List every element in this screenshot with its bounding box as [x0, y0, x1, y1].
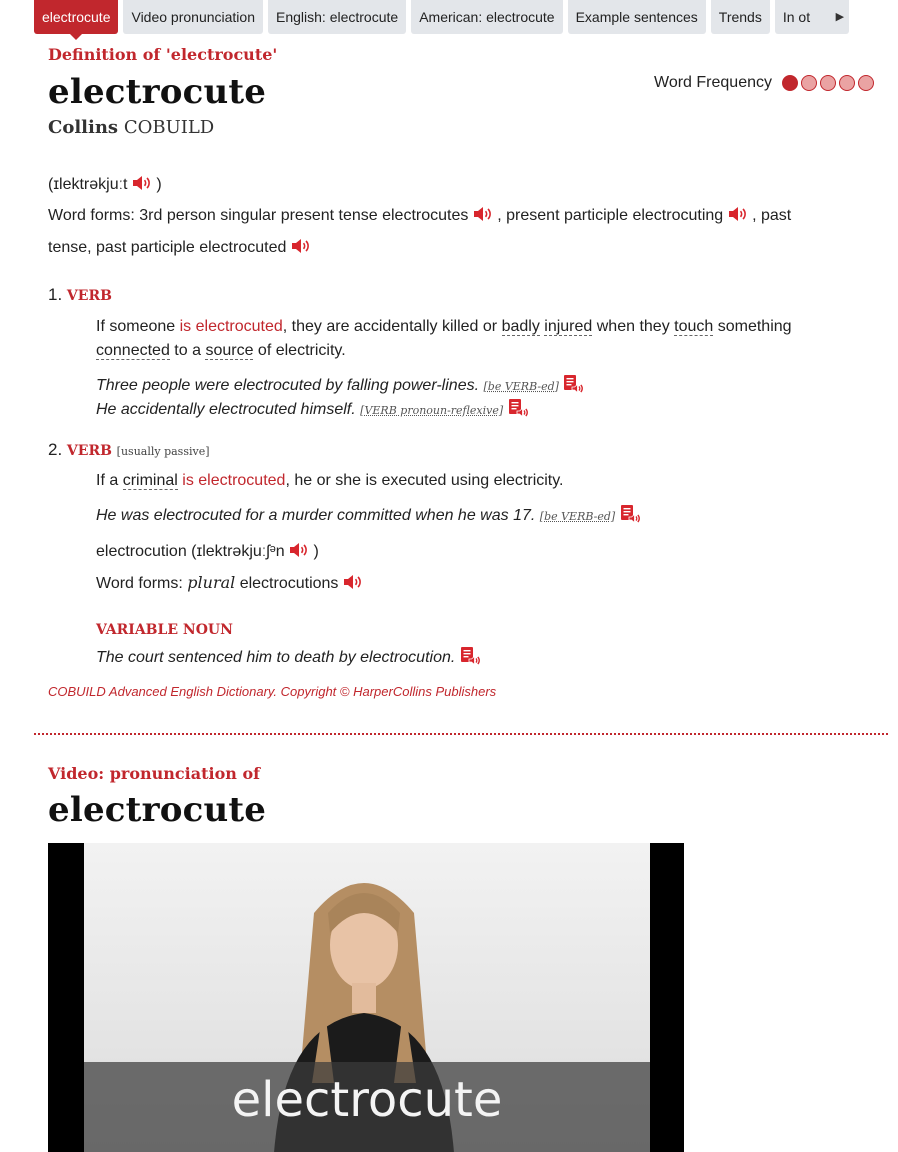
speaker-icon[interactable] [728, 206, 748, 222]
word-forms-mid: , present participle electrocuting [497, 207, 724, 224]
word-forms-line-1 [48, 206, 791, 225]
part-of-speech: VERB [66, 288, 112, 304]
sense-number: 1. [48, 285, 63, 304]
scroll-right-arrow-icon[interactable]: ▶ [835, 11, 845, 23]
grammar-pattern-text[interactable]: VERB pronoun-reflexive [364, 404, 499, 417]
speaker-icon[interactable] [291, 238, 311, 254]
headword: electrocute [48, 72, 267, 112]
source-collins: Collins [48, 117, 119, 138]
derived-forms-prefix: Word forms: [96, 575, 183, 592]
tab-in-other-label: In ot [782, 9, 811, 25]
derived-forms-word: electrocutions [239, 575, 339, 592]
sense-number: 2. [48, 440, 63, 459]
derived-forms-plural: plural [187, 573, 236, 592]
video-section-label: Video: pronunciation of [48, 764, 260, 783]
part-of-speech: VERB [66, 443, 112, 459]
definition-link-word[interactable]: source [205, 342, 254, 359]
frequency-dot [820, 75, 836, 91]
grammar-pattern: [be VERB-ed] [539, 510, 616, 523]
definition-section-label: Definition of 'electrocute' [48, 45, 278, 64]
word-forms-end: , past [752, 207, 792, 224]
example-text: He accidentally electrocuted himself. [96, 401, 356, 418]
dictionary-source [48, 117, 214, 138]
frequency-dot [782, 75, 798, 91]
definition-link-word[interactable]: touch [674, 318, 714, 335]
speaker-icon[interactable] [289, 542, 309, 558]
example-audio-icon[interactable] [563, 374, 583, 394]
word-frequency-label: Word Frequency [654, 74, 772, 91]
tab-electrocute[interactable]: electrocute [34, 0, 118, 34]
example-audio-icon[interactable] [620, 504, 640, 524]
example-text: The court sentenced him to death by electrocution. [96, 649, 456, 666]
word-frequency [654, 74, 874, 92]
definition-text: something [717, 318, 792, 335]
video-frame [84, 843, 650, 1152]
pronunciation-text: (ɪlektrəkjuːt [48, 176, 128, 193]
example-text: He was electrocuted for a murder committed when he was 17. [96, 507, 536, 524]
word-forms-line-2 [48, 238, 311, 257]
copyright-notice[interactable]: COBUILD Advanced English Dictionary. Copyright © HarperCollins Publishers [48, 684, 497, 699]
word-forms-past: tense, past participle electrocuted [48, 239, 287, 256]
tab-bar [34, 0, 888, 34]
tab-english[interactable]: English: electrocute [268, 0, 406, 34]
definition-link-word[interactable]: injured [544, 318, 593, 335]
video-headword: electrocute [48, 790, 267, 830]
word-frequency-dots [782, 75, 874, 91]
example-text: Three people were electrocuted by falling power-lines. [96, 377, 480, 394]
definition-link-word[interactable]: connected [96, 342, 170, 359]
section-divider [34, 733, 888, 735]
pronunciation-line [48, 175, 162, 194]
example-sentence [96, 374, 583, 395]
pronunciation-video-player[interactable] [48, 843, 684, 1152]
definition-text: of electricity. [257, 342, 346, 359]
definition-highlight: is electrocuted [179, 318, 283, 335]
tab-video-pronunciation[interactable]: Video pronunciation [123, 0, 263, 34]
grammar-pattern: [VERB pronoun-reflexive] [360, 404, 504, 417]
usage-note: [usually passive] [116, 445, 210, 458]
derived-word-close: ) [313, 543, 319, 560]
tab-american[interactable]: American: electrocute [411, 0, 562, 34]
word-forms-prefix: Word forms: 3rd person singular present tense electrocutes [48, 207, 469, 224]
example-sentence [96, 504, 640, 525]
grammar-pattern-text[interactable]: be VERB-ed [487, 380, 555, 393]
derived-word-line [96, 542, 319, 561]
derived-word-forms [96, 573, 363, 593]
definition-text: , they are accidentally killed or [282, 318, 498, 335]
example-audio-icon[interactable] [460, 646, 480, 666]
tab-trends[interactable]: Trends [711, 0, 770, 34]
definition-link-word[interactable]: criminal [122, 472, 178, 489]
example-sentence [96, 646, 480, 667]
derived-part-of-speech: VARIABLE NOUN [96, 622, 233, 638]
definition-text: to a [174, 342, 201, 359]
sense-2-definition [96, 472, 564, 490]
definition-text: If someone [96, 318, 176, 335]
definition-text: If a [96, 472, 119, 489]
definition-highlight: is electrocuted [182, 472, 286, 489]
sense-1-header [48, 285, 112, 305]
video-caption: electrocute [231, 1072, 503, 1128]
speaker-icon[interactable] [343, 574, 363, 590]
source-cobuild: COBUILD [123, 117, 215, 138]
speaker-icon[interactable] [473, 206, 493, 222]
frequency-dot [801, 75, 817, 91]
sense-2-header [48, 440, 210, 460]
speaker-icon[interactable] [132, 175, 152, 191]
definition-link-word[interactable]: badly [501, 318, 540, 335]
example-audio-icon[interactable] [508, 398, 528, 418]
frequency-dot [858, 75, 874, 91]
pronunciation-close: ) [156, 176, 162, 193]
tab-in-other-languages[interactable] [775, 0, 849, 34]
derived-word: electrocution (ɪlektrəkjuːʃᵊn [96, 543, 285, 560]
frequency-dot [839, 75, 855, 91]
sense-1-definition-line-1 [96, 318, 792, 336]
definition-text: when they [596, 318, 670, 335]
definition-text: , he or she is executed using electricity. [285, 472, 564, 489]
grammar-pattern: [be VERB-ed] [483, 380, 559, 393]
grammar-pattern-text[interactable]: be VERB-ed [544, 510, 611, 523]
sense-1-definition-line-2 [96, 342, 346, 360]
tab-example-sentences[interactable]: Example sentences [568, 0, 706, 34]
example-sentence [96, 398, 528, 419]
